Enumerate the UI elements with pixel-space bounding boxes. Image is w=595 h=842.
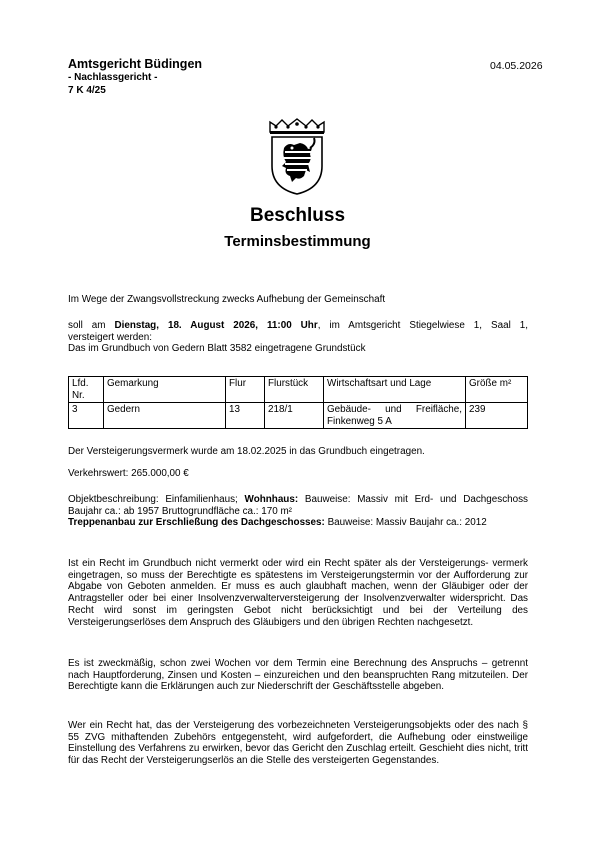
appointment-datetime: Dienstag, 18. August 2026, 11:00 Uhr — [114, 320, 318, 331]
verkehrswert-text: Verkehrswert: 265.000,00 € — [68, 468, 189, 479]
file-number: 7 K 4/25 — [68, 85, 106, 96]
property-table — [68, 376, 528, 429]
paragraph-entgegenstehendes-recht: Wer ein Recht hat, das der Versteigerung des vorbezeichneten Versteigerungsobjekts oder des nach § 55 ZVG mithaftenden Zubehörs entgegensteht, wird aufgefordert, die Aufhebung oder einstweilige Einstellung des Verfahrens zu erwirken, bevor das Gericht den Zuschlag erteilt. Geschieht dies nicht, tritt für das Recht der Versteigerungserlös an die Stelle des versteigerten Gegenstandes. — [68, 720, 528, 767]
object-description — [68, 494, 528, 529]
court-header — [68, 58, 202, 97]
intro-text: Im Wege der Zwangsvollstreckung zwecks Aufhebung der Gemeinschaft — [68, 294, 386, 305]
object-label: Objektbeschreibung: Einfamilienhaus; — [68, 494, 245, 505]
table-cell: 218/1 — [265, 403, 324, 429]
court-name: Amtsgericht Büdingen — [68, 57, 203, 71]
table-header-cell: Größe m² — [466, 377, 528, 403]
table-cell: Gebäude- und Freifläche, Finkenweg 5 A — [324, 403, 466, 429]
table-cell: 3 — [69, 403, 104, 429]
table-cell: 239 — [466, 403, 528, 429]
table-cell: Gedern — [104, 403, 226, 429]
appointment-line-2: versteigert werden: — [68, 331, 152, 343]
table-header-row — [69, 377, 528, 403]
paragraph-anmeldung: Ist ein Recht im Grundbuch nicht vermerkt oder wird ein Recht später als der Versteigerungs- vermerk eingetragen, so muss der Berechtigte es spätestens im Versteigerungstermin vor der Aufforderung zur Abgabe von Geboten anmelden. Er muss es auch glaubhaft machen, wenn der Gläubiger oder der Antragsteller oder bei einer Insolvenzverwalterversteigerung der Insolvenzverwalter widerspricht. Das Recht wird sonst im geringsten Gebot nicht berücksichtigt und bei der Verteilung des Versteigerungserlöses dem Anspruch des Gläubigers und den übrigen Rechten nachgesetzt. — [68, 558, 528, 628]
appointment-block — [68, 320, 528, 355]
appointment-location: , im Amtsgericht Stiegelwiese 1, Saal 1, — [317, 320, 529, 331]
document-date: 04.05.2026 — [490, 60, 543, 72]
object-bold-treppe: Treppenanbau zur Erschließung des Dachgeschosses: — [68, 517, 325, 529]
appointment-pre: soll am — [68, 320, 115, 331]
document-title: Beschluss — [249, 205, 346, 226]
table-header-cell: Flur — [226, 377, 265, 403]
appointment-line-3: Das im Grundbuch von Gedern Blatt 3582 eingetragene Grundstück — [68, 343, 366, 355]
object-text-1: Bauweise: Massiv mit Erd- und Dachgeschoss Baujahr ca.: ab 1957 Bruttogrundfläche ca.: 170 m² — [68, 494, 528, 517]
table-header-cell: Wirtschaftsart und Lage — [324, 377, 466, 403]
paragraph-berechnung: Es ist zweckmäßig, schon zwei Wochen vor dem Termin eine Berechnung des Anspruchs – getrennt nach Hauptforderung, Zinsen und Kosten – einzureichen und den beanspruchten Rang mitzuteilen. Der Berechtigte kann die Erklärungen auch zur Niederschrift der Geschäftsstelle abgeben. — [68, 658, 528, 693]
table-row — [69, 403, 528, 429]
object-text-2: Bauweise: Massiv Baujahr ca.: 2012 — [324, 517, 487, 529]
document-subtitle: Terminsbestimmung — [224, 233, 371, 250]
table-header-cell: Gemarkung — [104, 377, 226, 403]
table-header-cell: Flurstück — [265, 377, 324, 403]
object-bold-wohnhaus: Wohnhaus: — [244, 494, 299, 505]
hessen-coat-of-arms-icon — [266, 118, 328, 196]
vermerk-text: Der Versteigerungsvermerk wurde am 18.02.2025 in das Grundbuch eingetragen. — [68, 446, 425, 457]
table-header-cell: Lfd. Nr. — [69, 377, 104, 403]
appointment-line-1 — [68, 320, 528, 332]
table-cell: 13 — [226, 403, 265, 429]
court-department: - Nachlassgericht - — [68, 72, 158, 83]
